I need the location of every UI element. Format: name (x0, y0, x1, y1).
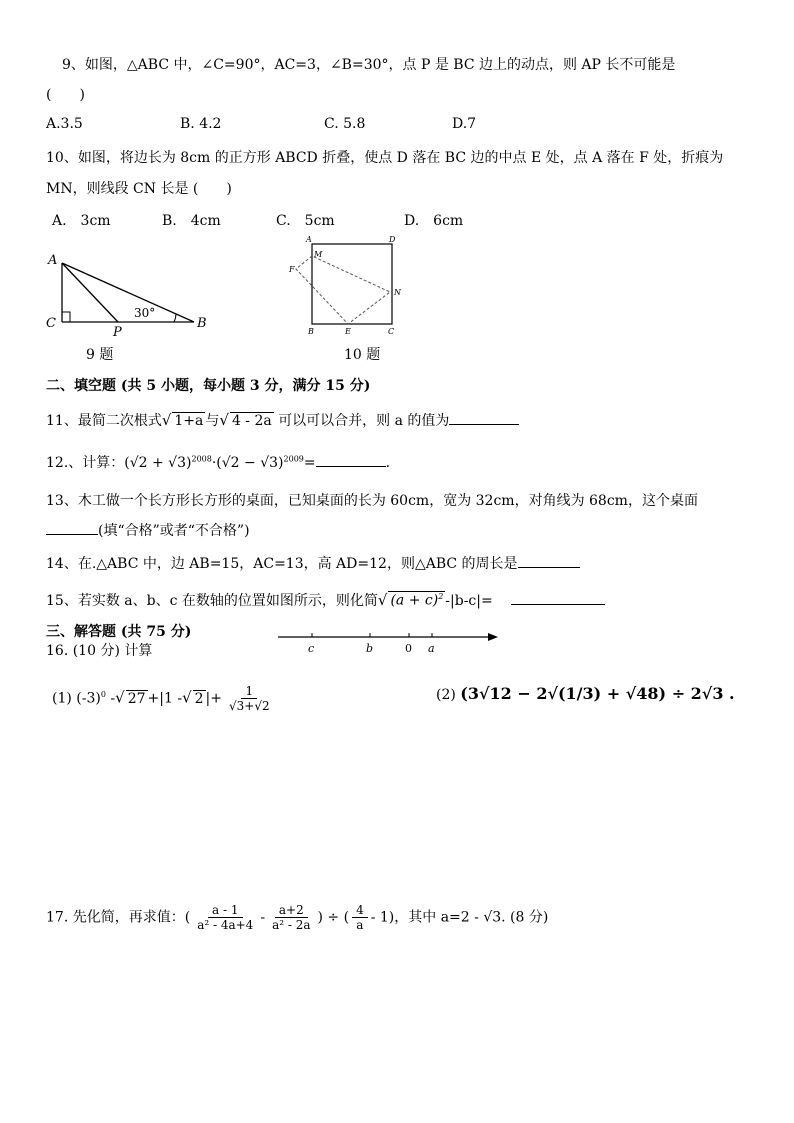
q11-radicand-1: 1+a (174, 413, 204, 429)
q16-p1-rad1: 27 (127, 690, 146, 707)
figure-10-square (284, 232, 414, 342)
q16-p1-denominator: √3+√2 (229, 699, 270, 713)
label-c: C (46, 316, 56, 331)
q17-numerator-2: a+2 (275, 903, 308, 918)
q13-line2 (46, 520, 250, 540)
q10-text-line2: MN，则线段 CN 长是 ( ) (46, 181, 232, 197)
figure-10-caption: 10 题 (344, 347, 381, 363)
q17-line (46, 903, 548, 932)
q15-abs-expr: -|b-c|= (445, 593, 493, 609)
q9-answer-paren: ( ) (46, 87, 85, 103)
q16-p1-a: - (110, 690, 116, 707)
q16-p1-rad2: 2 (194, 690, 204, 707)
q10-option-c: C. 5cm (276, 213, 335, 229)
q9-option-c: C. 5.8 (324, 116, 366, 132)
q9-option-b: B. 4.2 (180, 116, 222, 132)
q10-option-a: A. 3cm (52, 213, 111, 229)
q14-line (46, 553, 580, 573)
q17-fraction-2 (268, 903, 314, 932)
q10-text-line1: 10、如图，将边长为 8cm 的正方形 ABCD 折叠，使点 D 落在 BC 边的中点 E 处，点 A 落在 F 处，折痕为 (46, 150, 724, 166)
q11-mid: 与 (205, 413, 220, 429)
angle-b-arc (174, 314, 176, 322)
q11-suffix: 可以可以合并，则 a 的值为 (278, 413, 450, 429)
right-angle-mark (62, 312, 70, 322)
q17-tail: - 1)，其中 a=2 - √3. (8 分) (370, 909, 549, 926)
radical-sign-5: √ (182, 688, 192, 707)
q14-answer-blank (518, 555, 580, 568)
q15-line (46, 590, 605, 610)
q17-mid: ) ÷ ( (317, 909, 350, 926)
label-d: D (389, 235, 396, 244)
label-f: F (289, 265, 295, 274)
figure-9-caption: 9 题 (86, 347, 114, 363)
square-abcd (312, 244, 392, 324)
label-n: N (394, 288, 401, 297)
q16-title: 16. (10 分) 计算 (46, 643, 153, 659)
q16-p1-fraction (225, 684, 274, 713)
label-p: P (113, 325, 122, 338)
q10-option-b: B. 4cm (162, 213, 221, 229)
axis-label-b: b (366, 642, 374, 655)
q11-prefix: 11、最简二次根式 (46, 413, 162, 429)
segment-ab (62, 263, 194, 322)
q17-prefix: 17. 先化简，再求值：( (46, 909, 191, 926)
q11-radicand-2: 4 - 2a (231, 413, 272, 429)
angle-label: 30° (134, 306, 156, 320)
q17-fraction-1 (193, 903, 257, 932)
q17-minus: - (260, 909, 266, 926)
label-a: A (306, 235, 312, 244)
q12-prefix: 12.、计算： (46, 455, 125, 471)
q9-option-a: A.3.5 (46, 116, 83, 132)
label-m: M (314, 250, 323, 259)
q9-option-d: D.7 (452, 116, 477, 132)
q16-part1 (52, 684, 277, 713)
section-2-title: 二、填空题 (共 5 小题，每小题 3 分，满分 15 分) (46, 378, 371, 394)
q16-p1-c: |+ (205, 690, 222, 707)
q17-denominator-3: a (356, 918, 364, 932)
q17-numerator-1: a - 1 (208, 903, 242, 918)
q12-answer-blank (316, 454, 386, 467)
q16-part2 (436, 684, 735, 703)
q13-text-line1: 13、木工做一个长方形长方形的桌面，已知桌面的长为 60cm，宽为 32cm，对角线为 68cm，这个桌面 (46, 493, 698, 509)
q14-text: 14、在.△ABC 中，边 AB=15，AC=13，高 AD=12，则△ABC 的周长是 (46, 556, 518, 572)
label-e: E (345, 327, 351, 336)
q16-p1-zero-exponent: 0 (100, 689, 106, 699)
number-line (276, 628, 506, 656)
q16-p1-b: +|1 - (147, 690, 183, 707)
q15-answer-blank (511, 592, 605, 605)
figure-9-triangle (40, 248, 220, 338)
q15-text: 15、若实数 a、b、c 在数轴的位置如图所示，则化简 (46, 593, 378, 609)
radical-sign-4: √ (115, 688, 125, 707)
label-a: A (48, 253, 58, 268)
q12-exponent-2: 2009 (283, 454, 304, 464)
q9-text: 9、如图，△ABC 中，∠C=90°，AC=3，∠B=30°，点 P 是 BC 边上的动点，则 AP 长不可能是 (62, 57, 676, 73)
q16-p1-prefix: (1) (-3) (52, 690, 101, 707)
section-3-title: 三、解答题 (共 75 分) (46, 624, 192, 640)
number-line-arrow (488, 633, 498, 641)
label-b: B (197, 316, 207, 331)
axis-label-0: 0 (405, 642, 412, 655)
radical-sign-3: √ (377, 591, 388, 609)
label-b: B (308, 327, 314, 336)
q16-p1-numerator: 1 (241, 684, 257, 699)
axis-label-c: c (308, 642, 315, 655)
q17-fraction-3 (352, 903, 368, 932)
q13-answer-blank (46, 522, 98, 535)
radical-sign-2: √ (219, 411, 229, 429)
q17-numerator-3: 4 (352, 903, 368, 918)
q15-radicand: $(a + c)^2$ (390, 592, 444, 609)
q12-equals: = (303, 455, 316, 471)
q16-p2-label: (2) (436, 687, 456, 703)
axis-label-a: a (428, 642, 435, 655)
q13-text-line2: (填“合格”或者“不合格”) (98, 523, 250, 539)
q11-line (46, 410, 519, 430)
q10-option-d: D. 6cm (404, 213, 464, 229)
label-c: C (388, 327, 395, 336)
q17-denominator-2: a² - 2a (272, 918, 311, 932)
q11-answer-blank (449, 412, 519, 425)
radical-sign-1: √ (161, 411, 172, 429)
q17-denominator-1: a² - 4a+4 (197, 918, 254, 932)
fold-lines (296, 256, 390, 324)
q12-line: 12.、计算：$(√2 + √3)^{2008}\cdot(√2 - √3)^{2009}=$ . (46, 454, 391, 471)
q12-exponent-1: 2008 (191, 454, 212, 464)
q16-p2-expression: (3√12 − 2√(1/3) + √48) ÷ 2√3 . (460, 684, 735, 703)
